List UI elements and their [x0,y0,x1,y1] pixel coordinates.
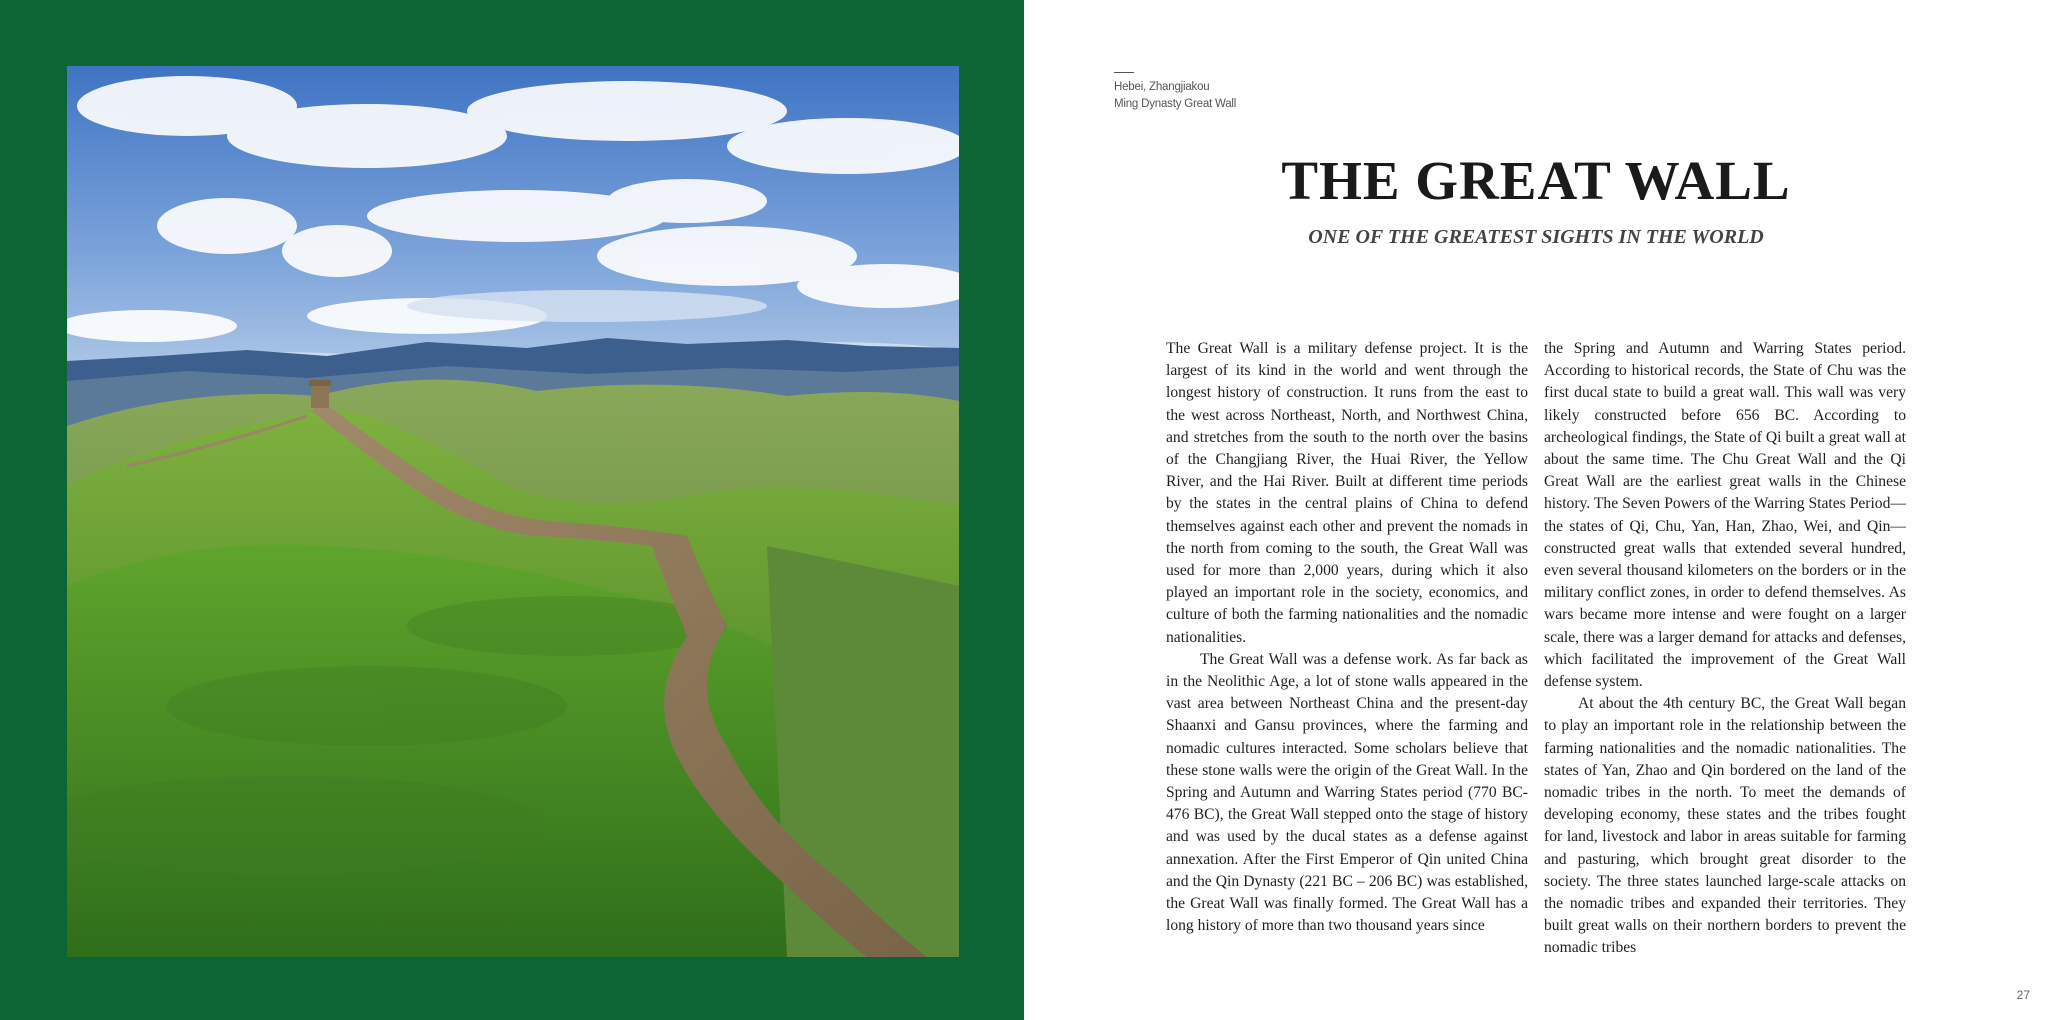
paragraph: the Spring and Autumn and Warring States period. According to historical records, the State of Chu was the first ducal state to build a great wall. This wall was very likely constructed before 656 BC. According to archeological findings, the State of Qi built a great wall at about the same time. The Chu Great Wall and the Qi Great Wall are the earliest great walls in the Chinese history. The Seven Powers of the Warring States Period—the states of Qi, Chu, Yan, Han, Zhao, Wei, and Qin—constructed great walls that extended several hundred, even several thousand kilometers on the borders or in the military conflict zones, in order to defend themselves. As wars became more intense and were fought on a larger scale, there was a larger demand for attacks and defenses, which facilitated the improvement of the Great Wall defense system. [1544,340,1906,691]
photo-caption [1114,79,1236,113]
great-wall-photo [67,66,959,957]
right-page [1024,0,2048,1020]
paragraph: The Great Wall is a military defense project. It is the largest of its kind in the world and went through the longest history of construction. It runs from the east to the west across Northeast, North, and Northwest China, and stretches from the south to the north over the basins of the Changjiang River, the Huai River, the Yellow River, and the Hai River. Built at different time periods by the states in the central plains of China to defend themselves against each other and prevent the nomads in the north from coming to the south, the Great Wall was used for more than 2,000 years, during which it also played an important role in the society, economics, and culture of both the farming nationalities and the nomadic nationalities. [1166,340,1528,646]
text-column-left [1166,338,1528,968]
paragraph: The Great Wall was a defense work. As far back as in the Neolithic Age, a lot of stone walls appeared in the vast area between Northeast China and the present-day Shaanxi and Gansu provinces, where the farming and nomadic cultures interacted. Some scholars believe that these stone walls were the origin of the Great Wall. In the Spring and Autumn and Warring States period (770 BC-476 BC), the Great Wall stepped onto the stage of history and was used by the ducal states as a defense against annexation. After the First Emperor of Qin united China and the Qin Dynasty (221 BC – 206 BC) was established, the Great Wall was finally formed. The Great Wall has a long history of more than two thousand years since [1166,650,1528,935]
caption-subject: Ming Dynasty Great Wall [1114,98,1237,110]
page-subtitle: ONE OF THE GREATEST SIGHTS IN THE WORLD [1308,226,1764,248]
text-column-right [1544,338,1906,968]
caption-rule [1114,72,1134,73]
caption-location: Hebei, Zhangjiakou [1114,81,1210,93]
page-title: THE GREAT WALL [1281,150,1791,211]
page-number: 27 [2016,988,2030,1002]
paragraph: At about the 4th century BC, the Great Wall began to play an important role in the relationship between the farming nationalities and the nomadic nationalities. The states of Yan, Zhao and Qin bordered on the land of the nomadic tribes in the north. To meet the demands of developing economy, these states and the tribes fought for land, livestock and labor in areas suitable for farming and pasturing, which brought great disorder to the society. The three states launched large-scale attacks on the nomadic tribes and expanded their territories. They built great walls on their northern borders to prevent the nomadic tribes [1544,695,1906,957]
